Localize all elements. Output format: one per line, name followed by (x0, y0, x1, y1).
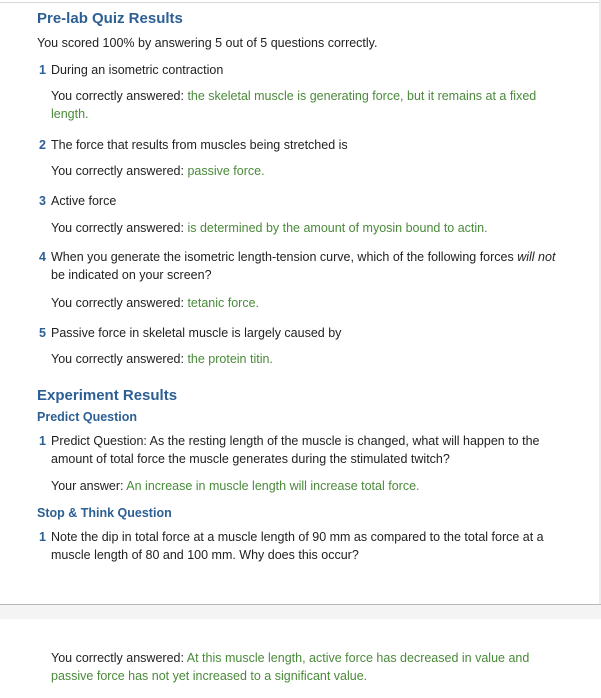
answer-line: You correctly answered: tetanic force. (51, 296, 260, 310)
experiment-title: Experiment Results (37, 387, 178, 404)
top-divider (0, 2, 601, 3)
question-text: During an isometric contraction (51, 63, 224, 77)
question-text: Active force (51, 194, 117, 208)
answer-text: tetanic force. (187, 296, 260, 310)
stop-think-heading: Stop & Think Question (37, 506, 172, 520)
emphasis: will not (517, 250, 556, 264)
question-number: 3 (39, 194, 46, 208)
answer-line: You correctly answered: is determined by the amount of myosin bound to actin. (51, 221, 488, 235)
question-text: Note the dip in total force at a muscle length of 90 mm as compared to the total force at a muscle length of 80 and 100 mm. Why does this occur? (51, 530, 544, 562)
question-number: 1 (39, 434, 46, 448)
question-text: Predict Question: As the resting length of the muscle is changed, what will happen to the amount of total force the muscle generates during the stimulated twitch? (51, 434, 540, 466)
answer-text: the protein titin. (187, 352, 273, 366)
predict-heading: Predict Question (37, 410, 138, 424)
answer-line: Your answer: An increase in muscle length will increase total force. (51, 479, 420, 493)
page-gap (0, 605, 601, 619)
question-text: When you generate the isometric length-tension curve, which of the following forces will not be indicated on your screen? (51, 250, 556, 282)
answer-text: At this muscle length, active force has decreased in value and passive force has not yet increased to a significant value. (51, 651, 530, 683)
answer-line: You correctly answered: passive force. (51, 164, 265, 178)
question-number: 1 (39, 530, 46, 544)
question-number: 2 (39, 138, 46, 152)
question-number: 5 (39, 326, 46, 340)
question-text: The force that results from muscles being stretched is (51, 138, 348, 152)
answer-line: You correctly answered: At this muscle length, active force has decreased in value and passive force has not yet increased to a significant value. (51, 651, 530, 683)
question-text: Passive force in skeletal muscle is largely caused by (51, 326, 342, 340)
answer-text: An increase in muscle length will increase total force. (126, 479, 420, 493)
question-number: 4 (39, 250, 46, 264)
question-number: 1 (39, 63, 46, 77)
answer-text: passive force. (187, 164, 265, 178)
score-summary: You scored 100% by answering 5 out of 5 questions correctly. (37, 36, 378, 50)
prelab-title: Pre-lab Quiz Results (37, 10, 183, 27)
answer-text: is determined by the amount of myosin bound to actin. (187, 221, 488, 235)
answer-line: You correctly answered: the skeletal muscle is generating force, but it remains at a fixed length. (51, 89, 537, 121)
answer-line: You correctly answered: the protein titin. (51, 352, 273, 366)
answer-text: the skeletal muscle is generating force, but it remains at a fixed length. (51, 89, 537, 121)
